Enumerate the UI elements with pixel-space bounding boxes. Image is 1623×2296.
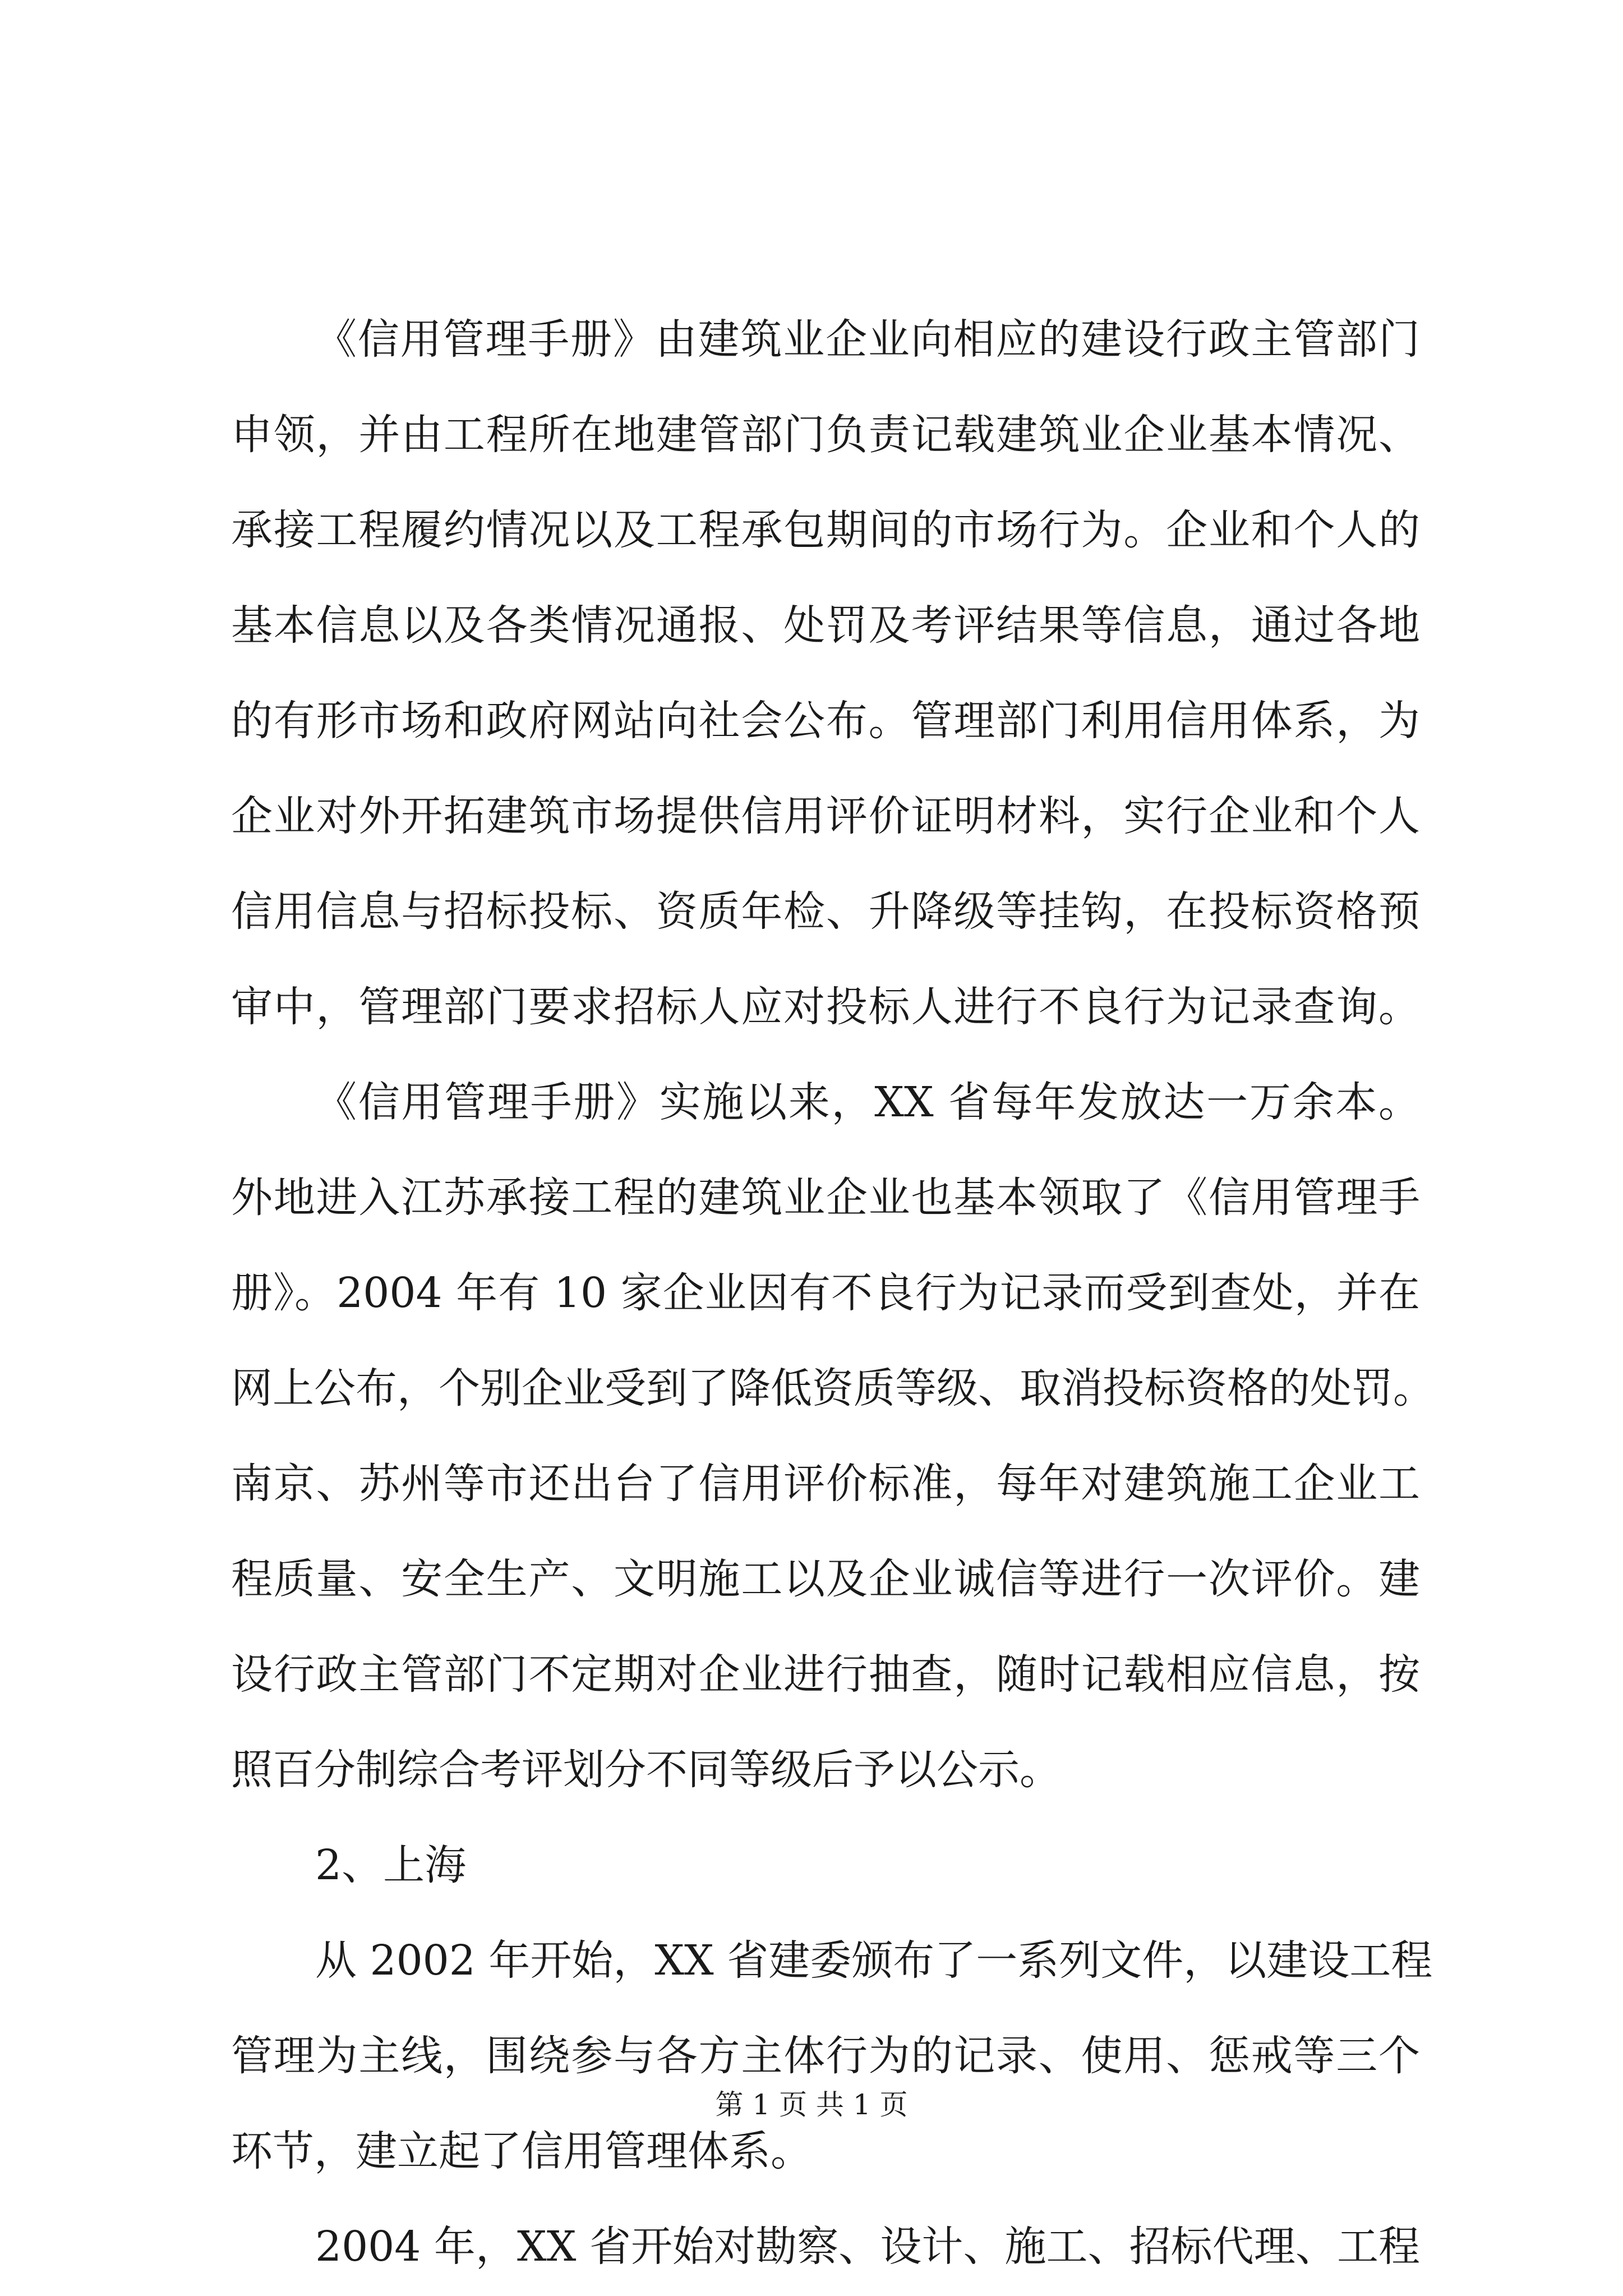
paragraph-line: 册》。2004 年有 10 家企业因有不良行为记录而受到查处，并在 [231,1269,1420,1317]
paragraph-line: 审中，管理部门要求招标人应对投标人进行不良行为记录查询。 [231,983,1420,1031]
paragraph-line: 《信用管理手册》由建筑业企业向相应的建设行政主管部门 [315,315,1420,364]
paragraph-line: 环节，建立起了信用管理体系。 [231,2127,812,2175]
paragraph-line: 申领，并由工程所在地建管部门负责记载建筑业企业基本情况、 [231,411,1420,459]
paragraph-line: 设行政主管部门不定期对企业进行抽查，随时记载相应信息，按 [231,1650,1420,1699]
page-footer: 第 1 页 共 1 页 [715,2088,908,2121]
document-body [231,292,1435,2294]
paragraph-line: 外地进入江苏承接工程的建筑业企业也基本领取了《信用管理手 [231,1174,1420,1222]
paragraph-line: 南京、苏州等市还出台了信用评价标准，每年对建筑施工企业工 [231,1460,1420,1508]
paragraph-line: 管理为主线，围绕参与各方主体行为的记录、使用、惩戒等三个 [231,2032,1420,2080]
paragraph-line: 《信用管理手册》实施以来，XX 省每年发放达一万余本。 [315,1078,1420,1126]
paragraph-line: 基本信息以及各类情况通报、处罚及考评结果等信息，通过各地 [231,601,1420,650]
paragraph-line: 企业对外开拓建筑市场提供信用评价证明材料，实行企业和个人 [231,792,1420,840]
paragraph-line: 从 2002 年开始，XX 省建委颁布了一系列文件，以建设工程 [315,1936,1433,1985]
paragraph-line: 的有形市场和政府网站向社会公布。管理部门利用信用体系，为 [231,697,1420,745]
paragraph-line: 承接工程履约情况以及工程承包期间的市场行为。企业和个人的 [231,506,1420,554]
paragraph-line: 信用信息与招标投标、资质年检、升降级等挂钩，在投标资格预 [231,887,1420,936]
paragraph-line: 网上公布，个别企业受到了降低资质等级、取消投标资格的处罚。 [231,1364,1435,1412]
paragraph-line: 照百分制综合考评划分不同等级后予以公示。 [231,1746,1061,1794]
paragraph-line: 2004 年，XX 省开始对勘察、设计、施工、招标代理、工程 [315,2223,1420,2271]
paragraph-line: 程质量、安全生产、文明施工以及企业诚信等进行一次评价。建 [231,1555,1420,1603]
section-heading: 2、上海 [315,1841,467,1889]
